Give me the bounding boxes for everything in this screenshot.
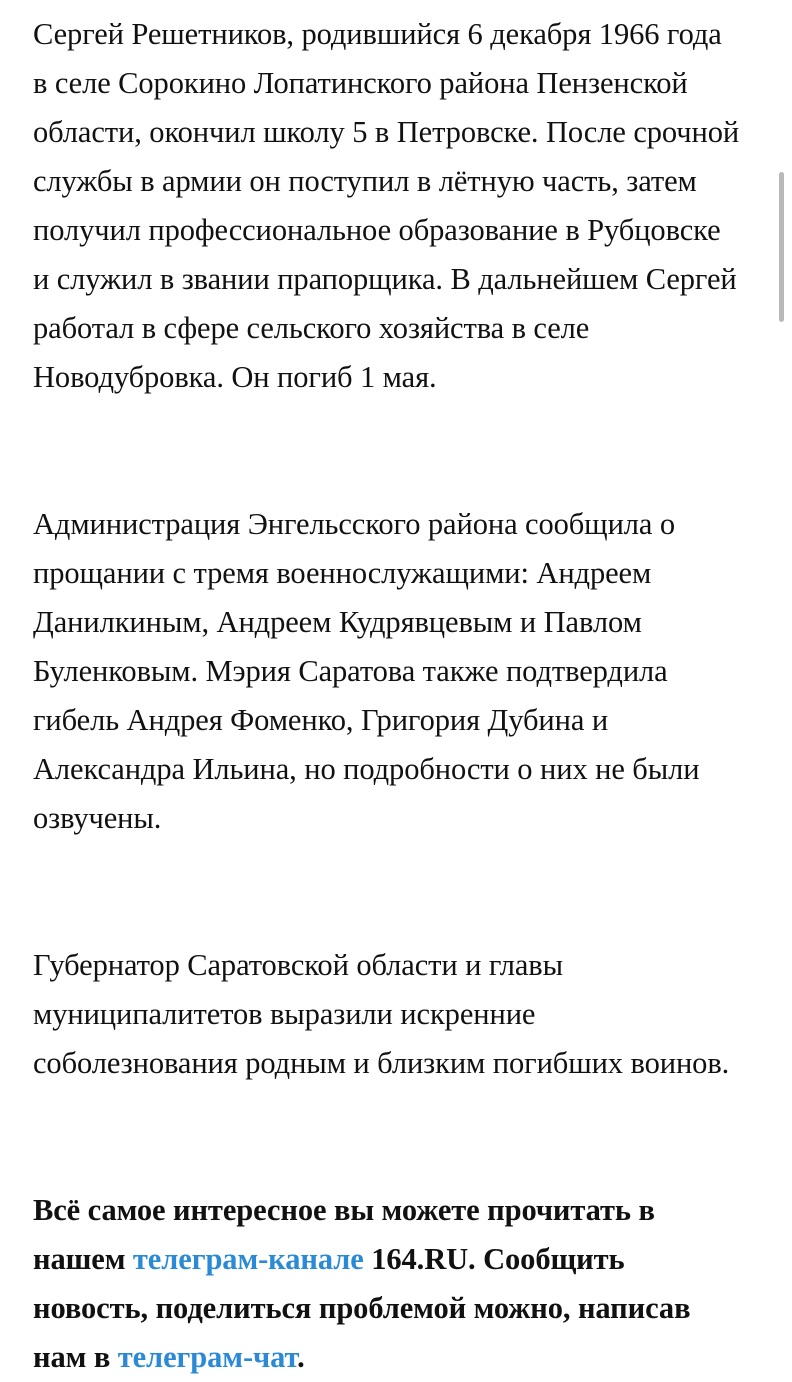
article-paragraph-3: Губернатор Саратовской области и главы муниципалитетов выразили искренние соболезнования родным и близким погибших воинов. [33, 948, 730, 1080]
promo-text-1: Всё самое интересное вы можете прочитать в нашем [33, 1193, 655, 1276]
scrollbar-thumb[interactable] [779, 172, 784, 322]
article-paragraph-2: Администрация Энгельсского района сообщила о прощании с тремя военнослужащими: Андреем Данилкиным, Андреем Кудрявцевым и Павлом Буленковым. Мэрия Саратова также подтвердила гибель Андрея Фоменко, Григория Дубина и Александра Ильина, но подробности о них не были озвучены. [33, 507, 700, 835]
article-paragraph-1: Сергей Решетников, родившийся 6 декабря 1966 года в селе Сорокино Лопатинского района Пензенской области, окончил школу 5 в Петровске. После срочной службы в армии он поступил в лётную часть, затем получил профессиональное образование в Рубцовске и служил в звании прапорщика. В дальнейшем Сергей работал в сфере сельского хозяйства в селе Новодубровка. Он погиб 1 мая. [33, 17, 740, 394]
promo-text-2: 164.RU. Сообщить новость, поделиться проблемой можно, написав нам в [33, 1242, 691, 1374]
telegram-channel-link[interactable]: телеграм-канале [132, 1242, 364, 1276]
promo-text-3: . [297, 1340, 305, 1374]
article-body [33, 10, 789, 1382]
telegram-promo [33, 1186, 789, 1382]
telegram-chat-link[interactable]: телеграм-чат [117, 1340, 298, 1374]
